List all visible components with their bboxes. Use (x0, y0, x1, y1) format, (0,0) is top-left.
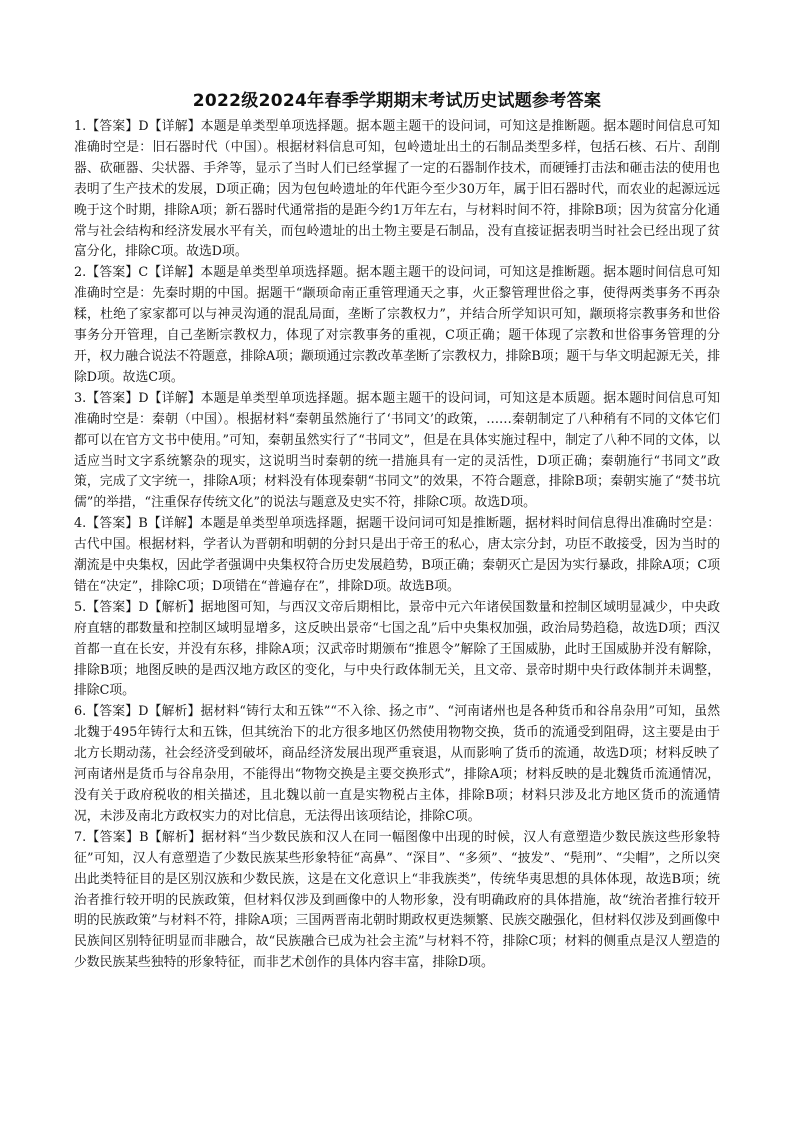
answer-item-3: 3.【答案】D【详解】本题是单类型单项选择题。据本题主题干的设问词，可知这是本质题。据本题时间信息可知准确时空是：秦朝（中国）。根据材料“秦朝虽然施行了‘书同文’的政策，……秦朝制定了八种稍有不同的文体它们都可以在官方文书中使用。”可知，秦朝虽然实行了“书同文”，但是在具体实施过程中，制定了八种不同的文体，以适应当时文字系统繁杂的现实，这说明当时秦朝的统一措施具有一定的灵活性，D项正确；秦朝施行“书同文”政策，完成了文字统一，排除A项；材料没有体现秦朝“书同文”的效果，不符合题意，排除B项；秦朝实施了“焚书坑儒”的举措，“注重保存传统文化”的说法与题意及史实不符，排除C项。故选D项。 (74, 390, 720, 511)
answer-item-1: 1.【答案】D【详解】本题是单类型单项选择题。据本题主题干的设问词，可知这是推断题。据本题时间信息可知准确时空是：旧石器时代（中国）。根据材料信息可知，包岭遗址出土的石制品类型多样，包括石核、石片、刮削器、砍砸器、尖状器、手斧等，显示了当时人们已经掌握了一定的石器制作技术，而硬锤打击法和砸击法的使用也表明了生产技术的发展，D项正确；因为包包岭遗址的年代距今至少30万年，属于旧石器时代，而农业的起源远远晚于这个时期，排除A项；新石器时代通常指的是距今约1万年左右，与材料时间不符，排除B项；因为贫富分化通常与社会结构和经济发展水平有关，而包岭遗址的出土物主要是石制品，没有直接证据表明当时社会已经出现了贫富分化，排除C项。故选D项。 (74, 119, 720, 260)
answer-item-6: 6.【答案】D【解析】据材料“铸行太和五铢”“不入徐、扬之市”、“河南诸州也是各种货币和谷帛杂用”可知，虽然北魏于495年铸行太和五铢，但其统治下的北方很多地区仍然使用物物交换，货币的流通受到阻碍，这主要是由于北方长期动荡，社会经济受到破坏，商品经济发展出现严重衰退，从而影响了货币的流通，故选D项；材料反映了河南诸州是货币与谷帛杂用，不能得出“物物交换是主要交换形式”，排除A项；材料反映的是北魏货币流通情况，没有关于政府税收的相关描述，且北魏以前一直是实物税占主体，排除B项；材料只涉及北方地区货币的流通情况，未涉及南北方政权实力的对比信息，无法得出该项结论，排除C项。 (74, 704, 720, 824)
answer-item-4: 4.【答案】B【详解】本题是单类型单项选择题，据题干设问词可知是推断题，据材料时间信息得出准确时空是：古代中国。根据材料，学者认为晋朝和明朝的分封只是出于帝王的私心，唐太宗分封，功臣不敢接受，因为当时的潮流是中央集权，因此学者强调中央集权符合历史发展趋势，B项正确；秦朝灭亡是因为实行暴政，排除A项；C项错在“决定”，排除C项；D项错在“普遍存在”，排除D项。故选B项。 (74, 516, 720, 594)
answer-item-2: 2.【答案】C【详解】本题是单类型单项选择题。据本题主题干的设问词，可知这是推断题。据本题时间信息可知准确时空是：先秦时期的中国。据题干“颛顼命南正重管理通天之事，火正黎管理世俗之事，使得两类事务不再杂糅，杜绝了家家都可以与神灵沟通的混乱局面，垄断了宗教权力”，并结合所学知识可知，颛顼将宗教事务和世俗事务分开管理，自己垄断宗教权力，体现了对宗教事务的重视，C项正确；题干体现了宗教和世俗事务管理的分开，权力融合说法不符题意，排除A项；颛顼通过宗教改革垄断了宗教权力，排除B项；题干与华文明起源无关，排除D项。故选C项。 (74, 265, 720, 385)
answer-list (74, 117, 720, 974)
document-title: 2022级2024年春季学期期末考试历史试题参考答案 (192, 91, 602, 111)
answer-item-7: 7.【答案】B【解析】据材料“当少数民族和汉人在同一幅图像中出现的时候，汉人有意塑造少数民族这些形象特征”可知，汉人有意塑造了少数民族某些形象特征“高鼻”、“深目”、“多须”、“披发”、“髡刑”、“尖帽”，之所以突出此类特征目的是区别汉族和少数民族，这是在文化意识上“非我族类”，传统华夷思想的具体体现，故选B项；统治者推行较开明的民族政策，但材料仅涉及到画像中的人物形象，没有明确政府的具体措施，故“统治者推行较开明的民族政策”与材料不符，排除A项；三国两晋南北朝时期政权更迭频繁、民族交融强化，但材料仅涉及到画像中民族间区别特征明显而非融合，故“民族融合已成为社会主流”与材料不符，排除C项；材料的侧重点是汉人塑造的少数民族某些独特的形象特征，而非艺术创作的具体内容丰富，排除D项。 (74, 829, 720, 971)
answer-item-5: 5.【答案】D【解析】据地图可知，与西汉文帝后期相比，景帝中元六年诸侯国数量和控制区域明显减少，中央政府直辖的郡数量和控制区域明显增多，这反映出景帝“七国之乱”后中央集权加强，政治局势趋稳，故选D项；西汉首都一直在长安，并没有东移，排除A项；汉武帝时期颁布“推恩令”解除了王国威胁，此时王国威胁并没有解除，排除B项；地图反映的是西汉地方政区的变化，与中央行政体制无关，且文帝、景帝时期中央行政体制并未调整，排除C项。 (74, 599, 720, 699)
